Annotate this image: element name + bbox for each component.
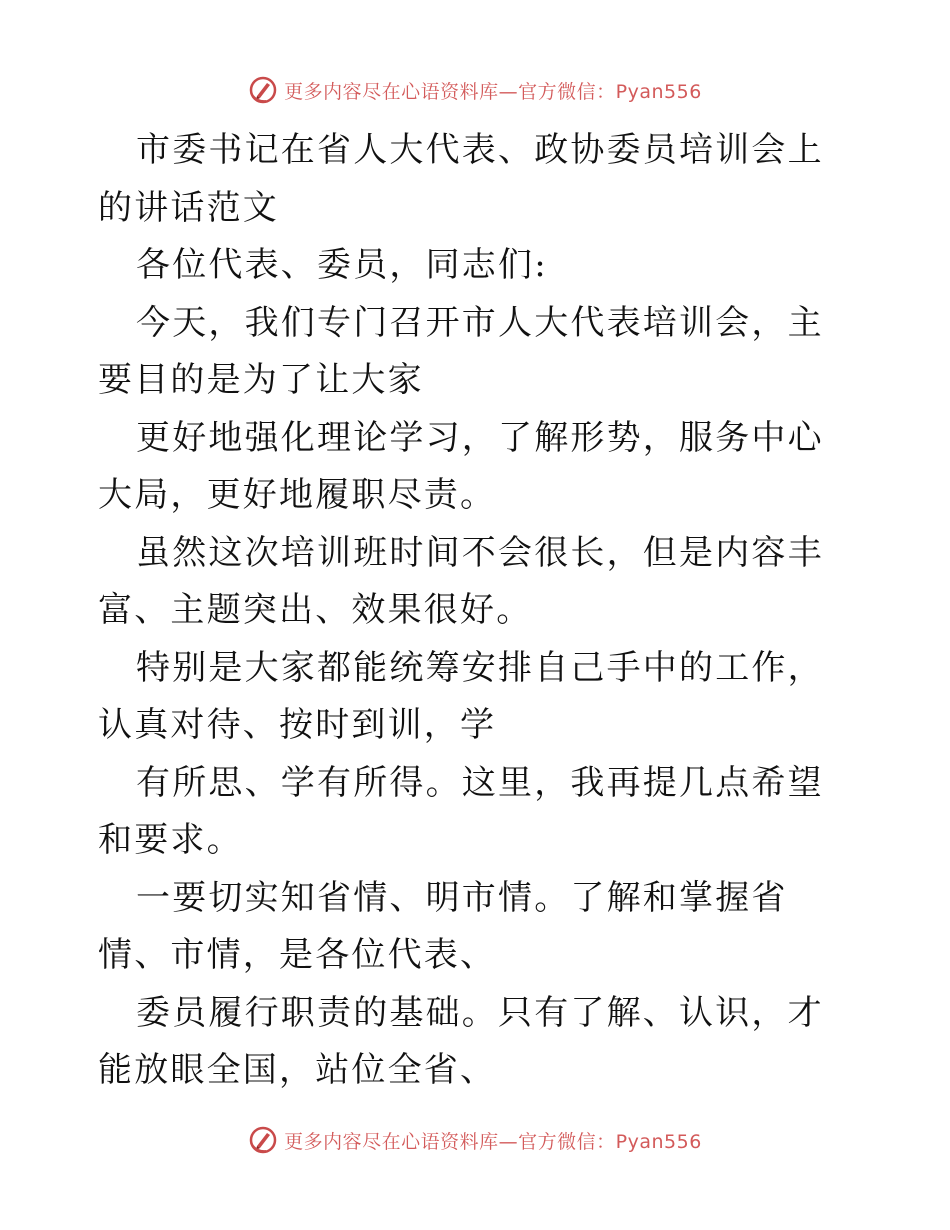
document-title: 市委书记在省人大代表、政协委员培训会上的讲话范文	[98, 130, 824, 228]
footer-banner-text: 更多内容尽在心语资料库—官方微信：Pyan556	[284, 1130, 702, 1153]
paragraph: 有所思、学有所得。这里，我再提几点希望和要求。	[98, 762, 824, 860]
paragraph: 虽然这次培训班时间不会很长，但是内容丰富、主题突出、效果很好。	[98, 532, 824, 630]
header-banner	[0, 70, 950, 110]
pen-circle-logo-icon	[248, 75, 278, 105]
paragraph: 今天，我们专门召开市人大代表培训会，主要目的是为了让大家	[98, 302, 824, 400]
header-banner-text: 更多内容尽在心语资料库—官方微信：Pyan556	[284, 80, 702, 103]
paragraph: 特别是大家都能统筹安排自己手中的工作，认真对待、按时到训，学	[98, 647, 824, 745]
paragraph-salutation: 各位代表、委员，同志们:	[136, 245, 548, 285]
paragraph: 更好地强化理论学习，了解形势，服务中心大局，更好地履职尽责。	[98, 417, 824, 515]
footer-banner	[0, 1120, 950, 1160]
paragraph: 委员履行职责的基础。只有了解、认识，才能放眼全国，站位全省、	[98, 992, 824, 1090]
paragraph: 一要切实知省情、明市情。了解和掌握省情、市情，是各位代表、	[98, 877, 788, 975]
pen-circle-logo-icon	[248, 1125, 278, 1155]
document-body	[98, 122, 856, 1100]
